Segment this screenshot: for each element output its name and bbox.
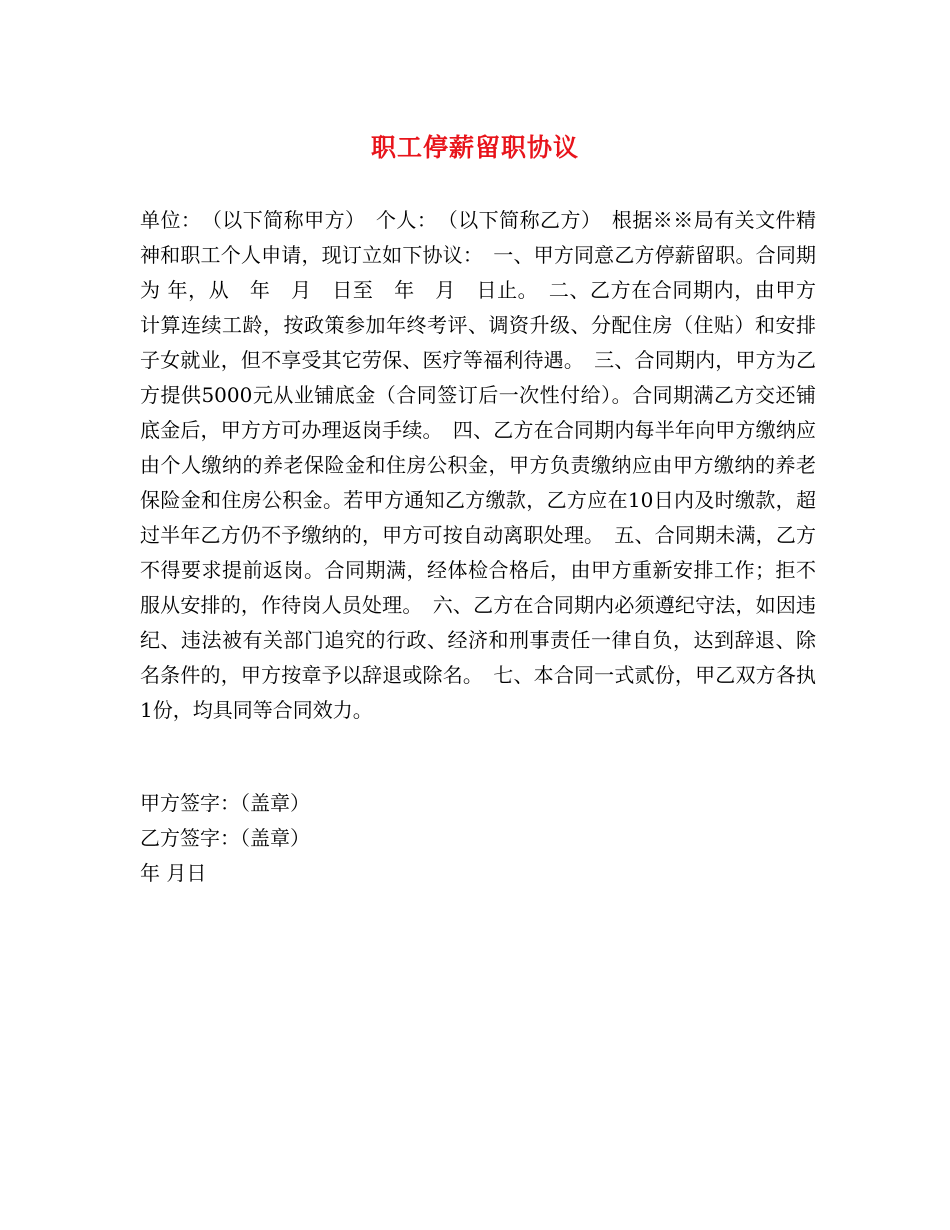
- document-title: 职工停薪留职协议: [370, 133, 579, 162]
- agreement-body-text: 单位： （以下简称甲方） 个人： （以下简称乙方） 根据※※局有关文件精神和职工个人申请，现订立如下协议： 一、甲方同意乙方停薪留职。合同期为 年，从 年 月 日至 年 月 日止。 二、乙方在合同期内，由甲方计算连续工龄，按政策参加年终考评、调资升级、分配住房（住贴）和安排子女就业，但不享受其它劳保、医疗等福利待遇。 三、合同期内，甲方为乙方提供5000元从业铺底金（合同签订后一次性付给）。合同期满乙方交还铺底金后，甲方方可办理返岗手续。 四、乙方在合同期内每半年向甲方缴纳应由个人缴纳的养老保险金和住房公积金，甲方负责缴纳应由甲方缴纳的养老保险金和住房公积金。若甲方通知乙方缴款，乙方应在10日内及时缴款，超过半年乙方仍不予缴纳的，甲方可按自动离职处理。 五、合同期未满，乙方不得要求提前返岗。合同期满，经体检合格后，由甲方重新安排工作；拒不服从安排的，作待岗人员处理。 六、乙方在合同期内必须遵纪守法，如因违纪、违法被有关部门追究的行政、经济和刑事责任一律自负，达到辞退、除名条件的，甲方按章予以辞退或除名。 七、本合同一式贰份，甲乙双方各执1份，均具同等合同效力。: [140, 208, 816, 722]
- party-b-signature-line: 乙方签字：（盖章）: [140, 826, 310, 850]
- date-line: 年 月日: [140, 861, 207, 885]
- signature-block: [140, 786, 310, 891]
- party-a-signature-line: 甲方签字：（盖章）: [140, 791, 310, 815]
